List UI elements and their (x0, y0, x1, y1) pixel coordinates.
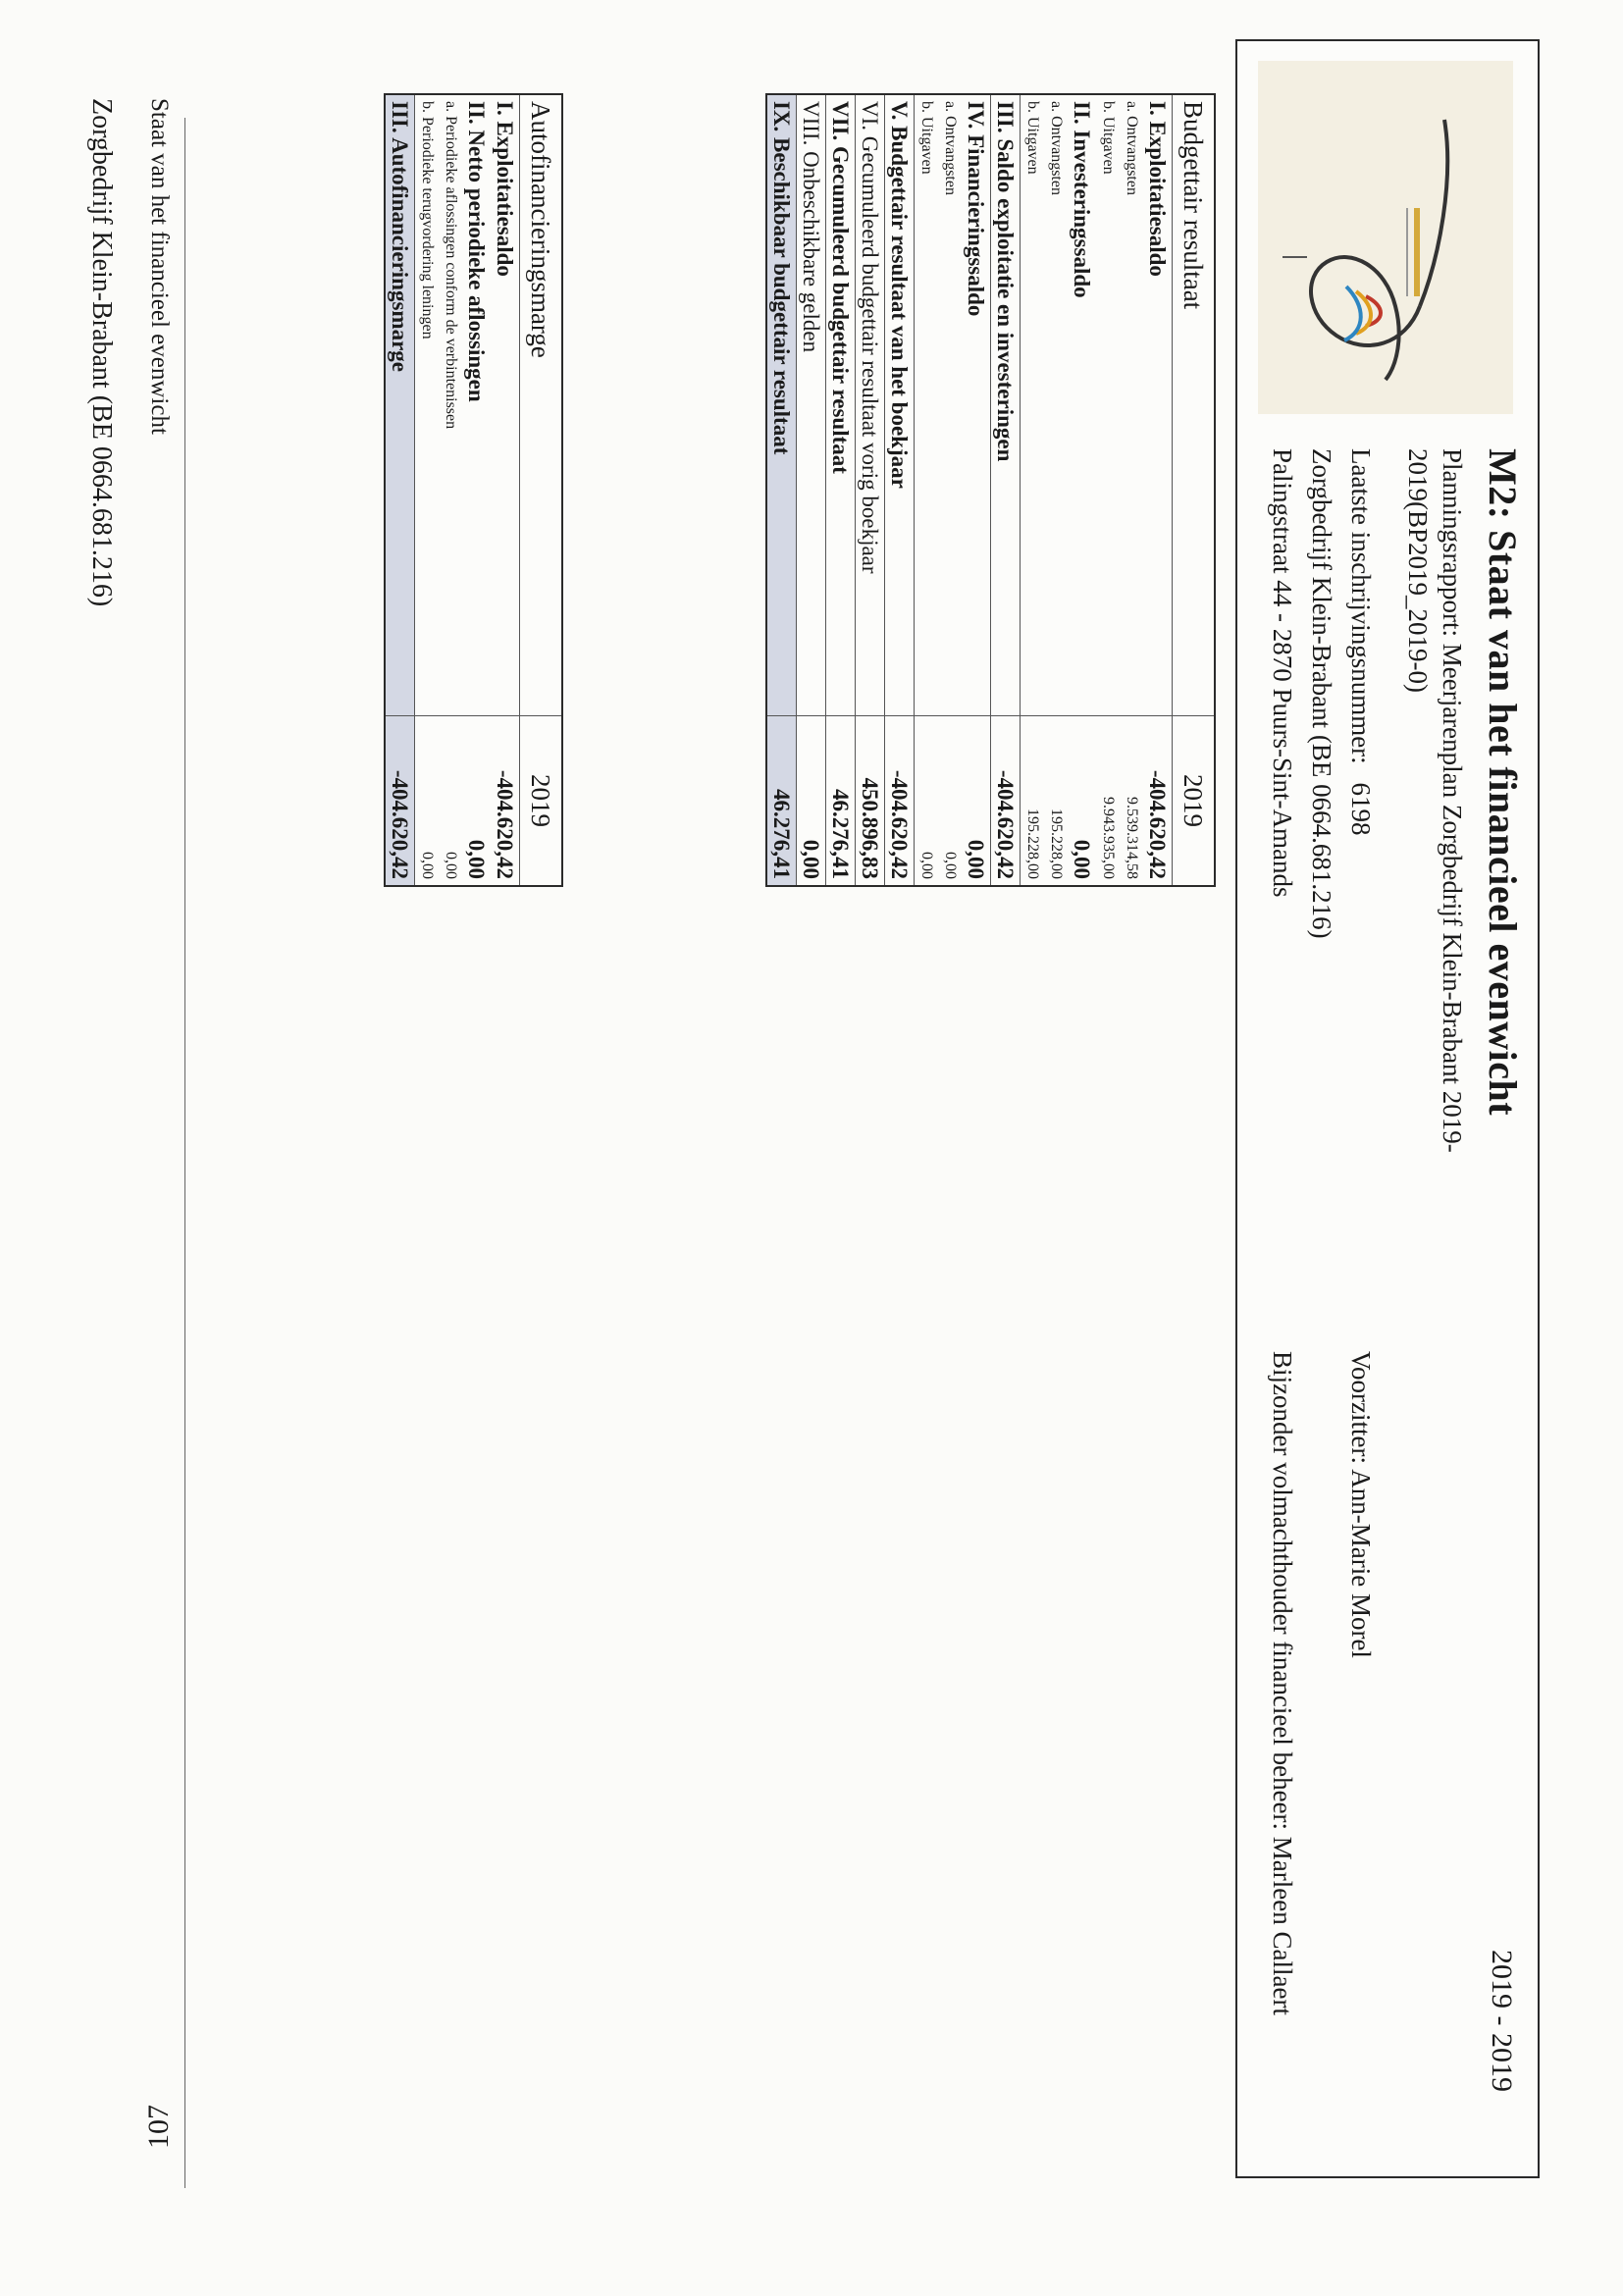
footer-divider (184, 118, 185, 2188)
organisation-name: Zorgbedrijf Klein-Brabant (BE 0664.681.216) (1307, 448, 1336, 939)
table-row (991, 94, 1021, 886)
row-value: -404.620,42 (991, 716, 1021, 887)
self-financing-margin-table (384, 93, 563, 887)
table-row (1143, 94, 1173, 886)
organisation-logo (1258, 61, 1513, 414)
row-value: 46.276,41 (766, 716, 797, 887)
row-label: II. Netto periodieke aflossingen (462, 94, 491, 716)
registration-label: Laatste inschrijvingsnummer: (1346, 448, 1376, 764)
row-label: II. Investeringssaldo (1068, 94, 1096, 716)
row-label: b. Uitgaven (1096, 94, 1120, 716)
table-row (439, 94, 462, 886)
row-label: IV. Financieringssaldo (962, 94, 991, 716)
table-row-highlight (385, 94, 415, 886)
row-label: VI. Gecumuleerd budgettair resultaat vorig boekjaar (856, 94, 885, 716)
budget-result-table (765, 93, 1216, 887)
registration (1345, 448, 1376, 835)
row-label: IX. Beschikbaar budgettair resultaat (766, 94, 797, 716)
row-label: b. Uitgaven (1021, 94, 1045, 716)
table-row (1096, 94, 1120, 886)
row-value: -404.620,42 (491, 716, 520, 887)
report-line-1: Planningsrapport: Meerjarenplan Zorgbedrijf Klein-Brabant 2019- (1438, 448, 1467, 1153)
organisation-address: Palingstraat 44 - 2870 Puurs-Sint-Amands (1268, 448, 1297, 898)
row-value: 0,00 (938, 716, 962, 887)
column-header-year: 2019 (520, 716, 563, 887)
row-value: -404.620,42 (885, 716, 915, 887)
table-row (1120, 94, 1143, 886)
table-row-highlight (766, 94, 797, 886)
table-row (938, 94, 962, 886)
row-label: VII. Gecumuleerd budgettair resultaat (826, 94, 856, 716)
table-row (915, 94, 939, 886)
proxy-name: Bijzonder volmachthouder financieel beheer: Marleen Callaert (1268, 1351, 1297, 2015)
row-label: b. Uitgaven (915, 94, 939, 716)
row-label: a. Periodieke aflossingen conform de verbintenissen (439, 94, 462, 716)
table-row (462, 94, 491, 886)
column-header-year: 2019 (1173, 716, 1216, 887)
row-label: VIII. Onbeschikbare gelden (797, 94, 826, 716)
row-label: a. Ontvangsten (938, 94, 962, 716)
row-label: III. Autofinancieringsmarge (385, 94, 415, 716)
table-row (491, 94, 520, 886)
table-row (1044, 94, 1068, 886)
table-row (856, 94, 885, 886)
row-value: 195.228,00 (1044, 716, 1068, 887)
table-row (1068, 94, 1096, 886)
row-value: 46.276,41 (826, 716, 856, 887)
row-value: 0,00 (415, 716, 440, 887)
table-header-row (1173, 94, 1216, 886)
row-label: I. Exploitatiesaldo (491, 94, 520, 716)
row-value: 0,00 (797, 716, 826, 887)
row-value: 450.896,83 (856, 716, 885, 887)
column-header-label: Autofinancieringsmarge (520, 94, 563, 716)
row-value: 0,00 (915, 716, 939, 887)
table-row (885, 94, 915, 886)
row-value: 195.228,00 (1021, 716, 1045, 887)
table-row (826, 94, 856, 886)
page-title: M2: Staat van het financieel evenwicht (1481, 448, 1525, 1117)
row-label: V. Budgettair resultaat van het boekjaar (885, 94, 915, 716)
registration-number: 6198 (1346, 782, 1376, 836)
row-label: a. Ontvangsten (1120, 94, 1143, 716)
row-label: I. Exploitatiesaldo (1143, 94, 1173, 716)
row-value: 0,00 (439, 716, 462, 887)
footer-organisation: Zorgbedrijf Klein-Brabant (BE 0664.681.216) (86, 98, 117, 607)
table-row (415, 94, 440, 886)
row-value: 0,00 (1068, 716, 1096, 887)
row-value: 0,00 (462, 716, 491, 887)
row-label: a. Ontvangsten (1044, 94, 1068, 716)
chair-name: Voorzitter: Ann-Marie Morel (1346, 1351, 1376, 1658)
report-line-2: 2019(BP2019_2019-0) (1403, 448, 1433, 693)
row-label: III. Saldo exploitatie en investeringen (991, 94, 1021, 716)
page-number: 107 (142, 2105, 175, 2149)
table-row (797, 94, 826, 886)
header-box (1235, 39, 1540, 2178)
table-row (1021, 94, 1045, 886)
column-header-label: Budgettair resultaat (1173, 94, 1216, 716)
row-value: 0,00 (962, 716, 991, 887)
row-label: b. Periodieke terugvordering leningen (415, 94, 440, 716)
footer-document-title: Staat van het financieel evenwicht (146, 98, 173, 435)
row-value: 9.539.314,58 (1120, 716, 1143, 887)
table-row (962, 94, 991, 886)
row-value: -404.620,42 (385, 716, 415, 887)
row-value: 9.943.935,00 (1096, 716, 1120, 887)
row-value: -404.620,42 (1143, 716, 1173, 887)
table-header-row (520, 94, 563, 886)
period-range: 2019 - 2019 (1486, 1950, 1518, 2092)
